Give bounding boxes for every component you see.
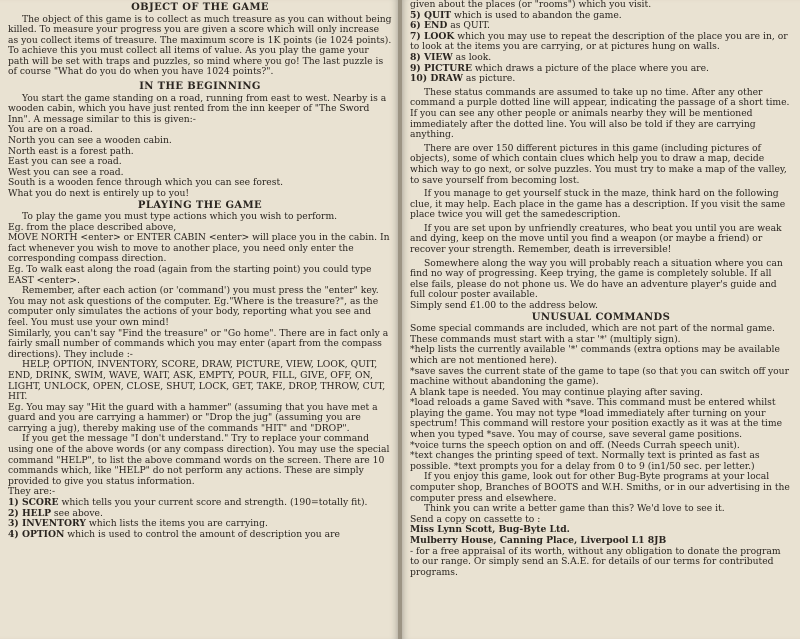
command-name: 7) LOOK (410, 30, 455, 42)
body-paragraph: These status commands are assumed to take up no time. After any other command a purple dotted line will appear, indicating the passage of a short time. If you can see any other people or animals nearby they will be mentioned immediately after the dotted line. You will also be told if they are carrying anything. (410, 86, 790, 141)
command-desc: as QUIT. (447, 20, 490, 32)
status-command-item (8, 530, 392, 541)
command-name: 3) INVENTORY (8, 518, 86, 530)
command-desc: see above. (51, 507, 103, 519)
body-paragraph: There are over 150 different pictures in this game (including pictures of objects), some of which contain clues which help you to draw a map, decide which way to go next, or solve puzzles. You must try to make a map of the valley, to save yourself from becoming lost. (410, 142, 787, 186)
playing-paragraph: Similarly, you can't say "Find the treasure" or "Go home". There are in fact only a fairly small number of commands which you may enter (apart from the compass directions). They include :- (8, 327, 389, 360)
unusual-paragraph: Some special commands are included, which are not part of the normal game. These commands must start with a star '*' (multiply sign). (410, 323, 775, 345)
continued-text: given about the places (or "rooms") which you visit. (410, 0, 652, 10)
sample-line: You are on a road. (8, 124, 93, 136)
body-paragraph: If you enjoy this game, look out for other Bug-Byte programs at your local computer shop, Branches of BOOTS and W.H. Smiths, or in our advertising in the computer press and elsewhere. (410, 471, 790, 504)
sample-line: North east is a forest path. (8, 145, 134, 157)
playing-paragraph: To play the game you must type actions which you wish to perform. (22, 211, 338, 222)
body-paragraph: - for a free appraisal of its worth, without any obligation to donate the program to our range. Or simply send an S.A.E. for details of our terms for contributed programs. (410, 545, 781, 578)
command-desc: which is used to abandon the game. (451, 9, 622, 21)
unusual-command-voice: *voice turns the speech option on and off. (Needs Currah speech unit). (410, 439, 740, 451)
unusual-command-text: *text changes the printing speed of text. Normally text is printed as fast as possible. *text prompts you for a delay from 0 to 9 (in1/50 sec. per letter.) (410, 450, 760, 472)
unusual-command-help: *help lists the currently available '*' commands (extra options may be available which are not mentioned here). (410, 344, 780, 366)
heading-object-of-the-game: OBJECT OF THE GAME (131, 2, 269, 13)
body-paragraph: Send a copy on cassette to : (410, 513, 541, 525)
commands-list: HELP, OPTION, INVENTORY, SCORE, DRAW, PICTURE, VIEW, LOOK, QUIT, END, DRINK, SWIM, WAVE, WAIT, ASK, EMPTY, POUR, FILL, GIVE, OFF, ON, LIGHT, UNLOCK, OPEN, CLOSE, SHUT, LOCK, GET, TAKE, DROP, THROW, CUT, HIT. (8, 359, 386, 403)
playing-paragraph: Remember, after each action (or 'command') you must press the "enter" key. You may not ask questions of the computer. Eg."Where is the treasure?", as the computer only simulates the actions of your body, reporting what you see and feel. You must use your own mind! (8, 285, 379, 328)
playing-paragraph: They are:- (8, 486, 56, 498)
playing-paragraph: Eg. To walk east along the road (again from the starting point) you could type EAST <enter>. (8, 263, 372, 286)
command-desc: as look. (452, 51, 492, 63)
heading-unusual-commands: UNUSUAL COMMANDS (531, 311, 671, 323)
heading-in-the-beginning: IN THE BEGINNING (139, 81, 261, 93)
unusual-command-save: *save saves the current state of the game to tape (so that you can switch off your machine without abandoning the game). (410, 365, 789, 388)
heading-playing-the-game: PLAYING THE GAME (137, 199, 263, 211)
command-name: 4) OPTION (8, 528, 65, 540)
body-paragraph: If you manage to get yourself stuck in the maze, think hard on the following clue, it may help. Each place in the game has a description. If you visit the same place twice you will get the samedescription. (410, 188, 786, 221)
body-paragraph: Simply send £1.00 to the address below. (410, 300, 598, 312)
command-name: 5) QUIT (410, 9, 452, 21)
sample-line: East you can see a road. (8, 156, 122, 168)
status-command-item (410, 74, 792, 85)
sample-line: North you can see a wooden cabin. (8, 134, 172, 146)
command-desc: as picture. (462, 73, 516, 85)
command-desc: which lists the items you are carrying. (85, 518, 268, 530)
command-name: 8) VIEW (410, 51, 453, 63)
object-paragraph: The object of this game is to collect as much treasure as you can without being killed. To measure your progress you are given a score which will only increase as you collect items of treasure. The maximum score is 1K points (ie 1024 points). To achieve this you must collect all items of value. As you play the game your path will be set with traps and puzzles, so mind where you go! The last puzzle is of course "What do you do when you have 1024 points?". (8, 13, 392, 78)
body-paragraph: If you are set upon by unfriendly creatures, who beat you until you are weak and dying, keep on the move until you find a weapon (or maybe a friend) or recover your strength. Remember, death is irreversible! (410, 222, 782, 256)
command-desc: which you may use to repeat the description of the place you are in, or to look at the items you are carrying, or at pictures hung on walls. (410, 30, 788, 53)
sample-message (8, 125, 392, 199)
command-desc: which is used to control the amount of description you are (64, 528, 340, 540)
unusual-command-load: *load reloads a game Saved with *save. This command must be entered whilst playing the game. You may not type *load immediately after turning on your spectrum! This command will restore your position exactly as it was at the time when you typed *save. You may of course, save several game positions. (410, 397, 783, 441)
playing-paragraph: Eg. from the place described above, (8, 221, 177, 233)
command-desc: which tells you your current score and strength. (190=totally fit). (58, 497, 368, 509)
body-paragraph: Somewhere along the way you will probably reach a situation where you can find no way of progressing. Keep trying, the game is completely soluble. If all else fails, please do not phone us. We do have an adventure player's guide and full colour poster available. (410, 257, 783, 301)
playing-paragraph: Eg. You may say "Hit the guard with a hammer" (assuming that you have met a guard and you are carrying a hammer) or "Drop the jug" (assuming you are carrying a jug), thereby making use of the commands "HIT" and "DROP". (8, 401, 378, 434)
sample-line: What you do next is entirely up to you! (8, 187, 190, 199)
playing-paragraph: If you get the message "I don't understand." Try to replace your command using one of the above words (or any compass direction). You may use the special command "HELP", to list the above command words on the screen. There are 10 commands which, like "HELP" do not perform any actions. These are simply provided to give you status information. (8, 433, 390, 487)
unusual-paragraph: A blank tape is needed. You may continue playing after saving. (410, 386, 703, 398)
command-name: 6) END (410, 20, 448, 32)
command-name: 2) HELP (8, 507, 51, 519)
body-paragraph: Think you can write a better game than this? We'd love to see it. (424, 503, 725, 515)
command-name: 1) SCORE (8, 497, 59, 509)
sample-line: South is a wooden fence through which you can see forest. (8, 177, 284, 189)
sample-line: West you can see a road. (8, 166, 124, 178)
playing-paragraph: MOVE NORTH <enter> or ENTER CABIN <enter> will place you in the cabin. In fact whenever you wish to move to another place, you need only enter the corresponding compass direction. (8, 232, 390, 265)
address-line: Mulberry House, Canning Place, Liverpool L1 8JB (410, 535, 667, 546)
address-line: Miss Lynn Scott, Bug-Byte Ltd. (410, 524, 570, 536)
right-page (402, 0, 800, 639)
status-command-item (410, 32, 792, 53)
command-name: 10) DRAW (410, 73, 463, 85)
left-page (0, 0, 398, 639)
command-name: 9) PICTURE (410, 62, 472, 74)
command-desc: which draws a picture of the place where you are. (471, 62, 709, 74)
beginning-paragraph: You start the game standing on a road, running from east to west. Nearby is a wooden cabin, which you have just rented from the inn keeper of "The Sword Inn". A message similar to this is given:- (8, 92, 387, 125)
